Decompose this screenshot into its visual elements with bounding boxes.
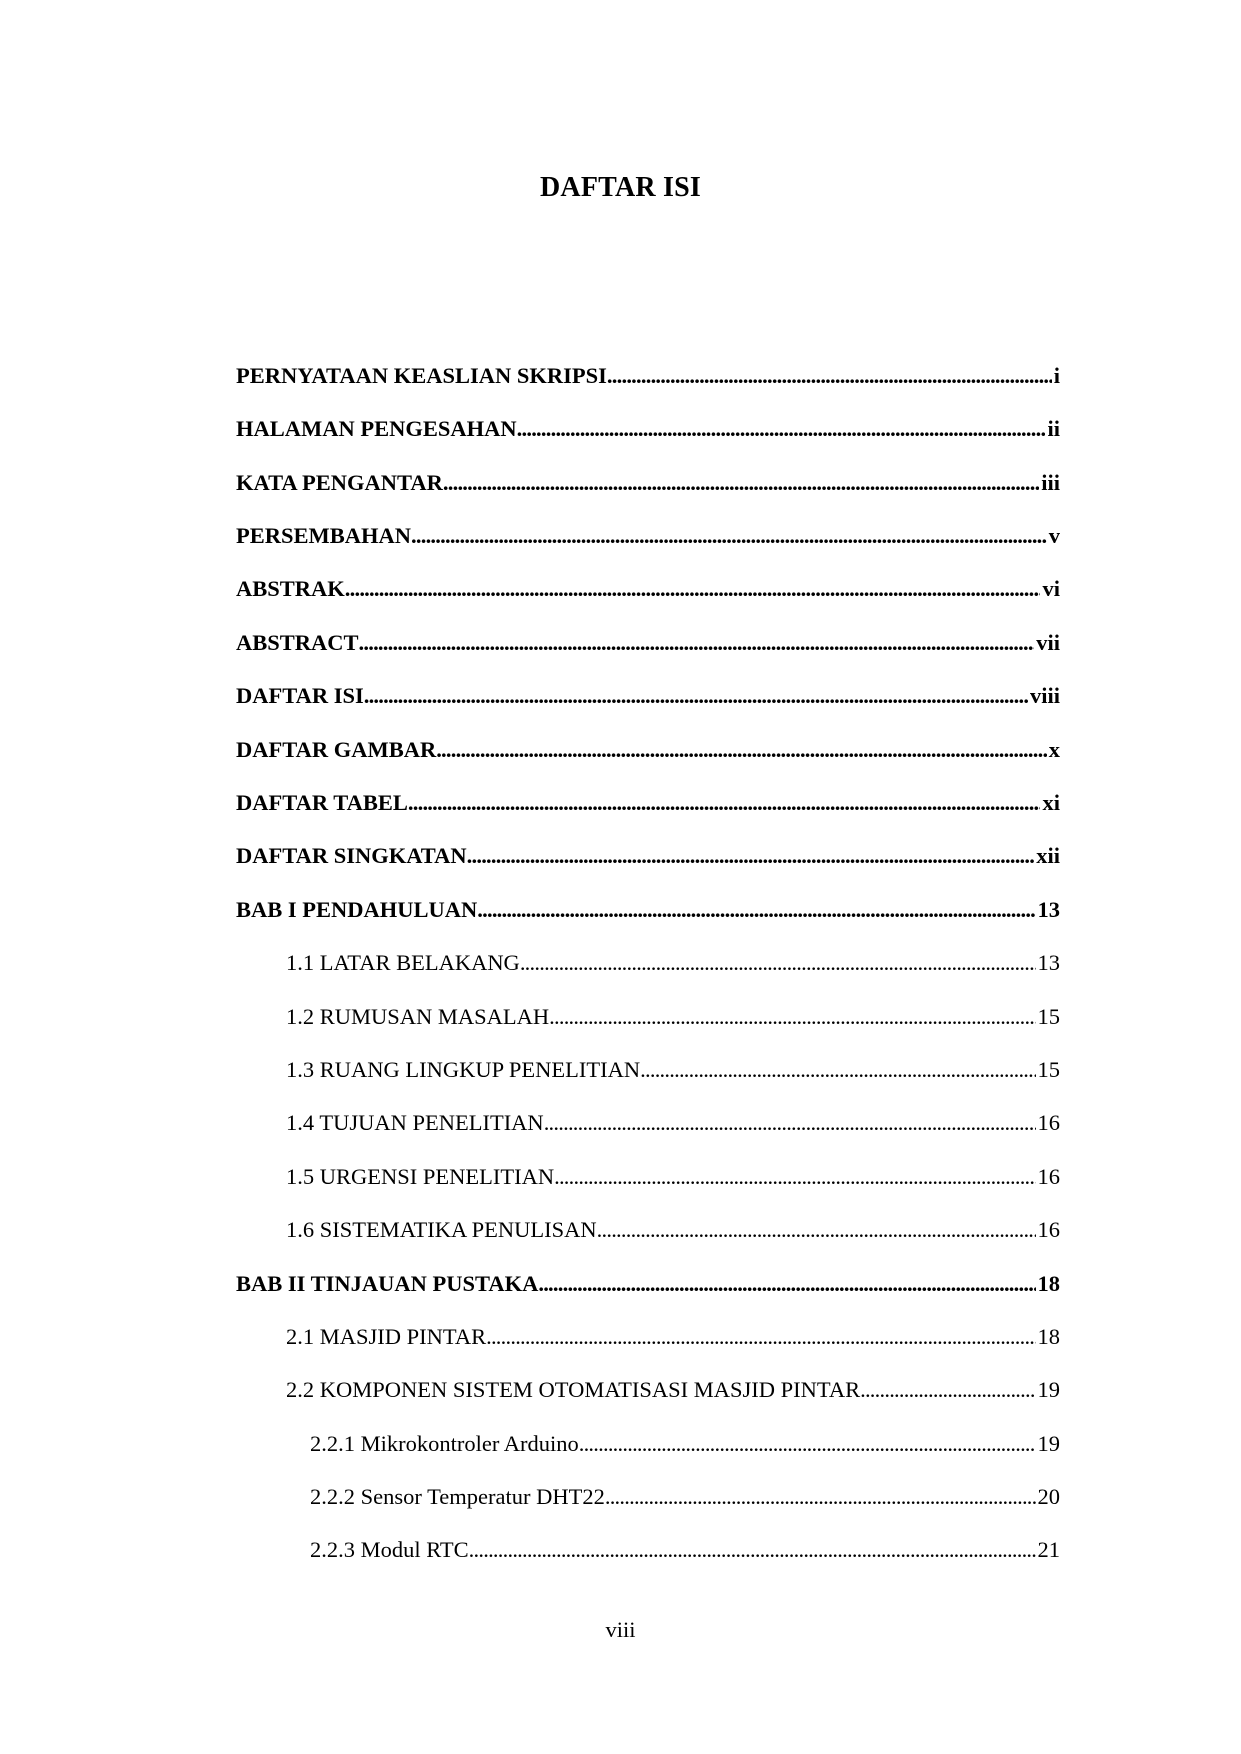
toc-entry-label: 1.5 URGENSI PENELITIAN: [286, 1166, 554, 1197]
toc-entry[interactable]: [236, 1143, 1060, 1196]
toc-entry[interactable]: [236, 1089, 1060, 1142]
toc-entry[interactable]: [236, 1036, 1060, 1089]
dot-leader: [544, 1112, 1036, 1143]
toc-entry-page: 18: [1036, 1326, 1061, 1357]
dot-leader: [469, 1539, 1036, 1570]
toc-entry[interactable]: [236, 1356, 1060, 1409]
toc-entry-label: DAFTAR SINGKATAN: [236, 845, 467, 876]
dot-leader: [436, 739, 1047, 770]
toc-entry[interactable]: [236, 1463, 1060, 1516]
dot-leader: [520, 952, 1036, 983]
dot-leader: [467, 845, 1035, 876]
toc-entry[interactable]: [236, 1410, 1060, 1463]
toc-entry-label: 1.6 SISTEMATIKA PENULISAN: [286, 1219, 597, 1250]
toc-entry-label: HALAMAN PENGESAHAN: [236, 418, 517, 449]
toc-entry[interactable]: [236, 929, 1060, 982]
toc-entry-label: 1.2 RUMUSAN MASALAH: [286, 1006, 549, 1037]
toc-entry[interactable]: [236, 823, 1060, 876]
toc-entry-page: 13: [1036, 899, 1061, 930]
toc-entry-label: DAFTAR GAMBAR: [236, 739, 436, 770]
dot-leader: [345, 578, 1041, 609]
toc-entry-page: 16: [1036, 1166, 1061, 1197]
page-number: viii: [605, 1617, 636, 1642]
toc-entry-label: BAB I PENDAHULUAN: [236, 899, 477, 930]
toc-entry-label: PERNYATAAN KEASLIAN SKRIPSI: [236, 365, 607, 396]
toc-entry-label: 2.2.3 Modul RTC: [310, 1539, 469, 1570]
dot-leader: [443, 472, 1039, 503]
toc-entry-page: 15: [1036, 1059, 1061, 1090]
toc-entry[interactable]: [236, 342, 1060, 395]
toc-entry-page: xi: [1040, 792, 1060, 823]
dot-leader: [411, 525, 1047, 556]
toc-entry[interactable]: [236, 1517, 1060, 1570]
toc-entry-page: 13: [1036, 952, 1061, 983]
toc-entry[interactable]: [236, 395, 1060, 448]
dot-leader: [517, 418, 1046, 449]
toc-entry-label: 2.2.1 Mikrokontroler Arduino: [310, 1433, 579, 1464]
toc-entry-page: 16: [1036, 1112, 1061, 1143]
toc-entry-page: xii: [1034, 845, 1060, 876]
toc-entry-label: 1.4 TUJUAN PENELITIAN: [286, 1112, 544, 1143]
toc-entry-page: iii: [1039, 472, 1060, 503]
toc-entry[interactable]: [236, 769, 1060, 822]
dot-leader: [554, 1166, 1035, 1197]
dot-leader: [640, 1059, 1035, 1090]
toc-entry[interactable]: [236, 716, 1060, 769]
toc-entry-page: i: [1052, 365, 1060, 396]
dot-leader: [359, 632, 1035, 663]
dot-leader: [605, 1486, 1036, 1517]
toc-entry-label: 2.1 MASJID PINTAR: [286, 1326, 486, 1357]
toc-entry[interactable]: [236, 556, 1060, 609]
toc-entry-label: DAFTAR ISI: [236, 685, 364, 716]
dot-leader: [538, 1273, 1035, 1304]
toc-entry-label: 2.2.2 Sensor Temperatur DHT22: [310, 1486, 605, 1517]
toc-entry-page: vii: [1034, 632, 1060, 663]
toc-entry-label: BAB II TINJAUAN PUSTAKA: [236, 1273, 538, 1304]
toc-entry-page: 21: [1036, 1539, 1061, 1570]
dot-leader: [579, 1433, 1036, 1464]
dot-leader: [364, 685, 1028, 716]
toc-entry-page: x: [1047, 739, 1060, 770]
toc-entry[interactable]: [236, 502, 1060, 555]
toc-entry[interactable]: [236, 609, 1060, 662]
toc-entry-page: viii: [1028, 685, 1060, 716]
dot-leader: [607, 365, 1052, 396]
toc-entry-label: 1.1 LATAR BELAKANG: [286, 952, 520, 983]
toc-entry[interactable]: [236, 1303, 1060, 1356]
toc-entry[interactable]: [236, 1196, 1060, 1249]
toc-entry-page: 20: [1036, 1486, 1061, 1517]
toc-entry[interactable]: [236, 1250, 1060, 1303]
toc-entry-page: 15: [1036, 1006, 1061, 1037]
toc-entry-page: vi: [1040, 578, 1060, 609]
dot-leader: [408, 792, 1041, 823]
toc-entry-page: 19: [1036, 1433, 1061, 1464]
toc-entry-label: ABSTRAK: [236, 578, 345, 609]
dot-leader: [486, 1326, 1035, 1357]
toc-entry-label: ABSTRACT: [236, 632, 359, 663]
toc-entry-label: KATA PENGANTAR: [236, 472, 443, 503]
toc-entry-label: DAFTAR TABEL: [236, 792, 408, 823]
toc-entry-page: 16: [1036, 1219, 1061, 1250]
toc-entry[interactable]: [236, 449, 1060, 502]
toc-entry[interactable]: [236, 983, 1060, 1036]
toc-entry-page: ii: [1045, 418, 1060, 449]
toc-entry-label: 1.3 RUANG LINGKUP PENELITIAN: [286, 1059, 640, 1090]
page-title: DAFTAR ISI: [540, 172, 701, 203]
toc-entry-page: v: [1047, 525, 1060, 556]
toc-entry-page: 19: [1036, 1379, 1061, 1410]
dot-leader: [549, 1006, 1035, 1037]
toc-entry[interactable]: [236, 662, 1060, 715]
toc-entry[interactable]: [236, 876, 1060, 929]
toc-entry-label: PERSEMBAHAN: [236, 525, 411, 556]
dot-leader: [860, 1379, 1035, 1410]
dot-leader: [597, 1219, 1036, 1250]
toc-entry-page: 18: [1036, 1273, 1061, 1304]
table-of-contents: [236, 342, 1060, 1570]
dot-leader: [477, 899, 1035, 930]
toc-entry-label: 2.2 KOMPONEN SISTEM OTOMATISASI MASJID PINTAR: [286, 1379, 860, 1410]
